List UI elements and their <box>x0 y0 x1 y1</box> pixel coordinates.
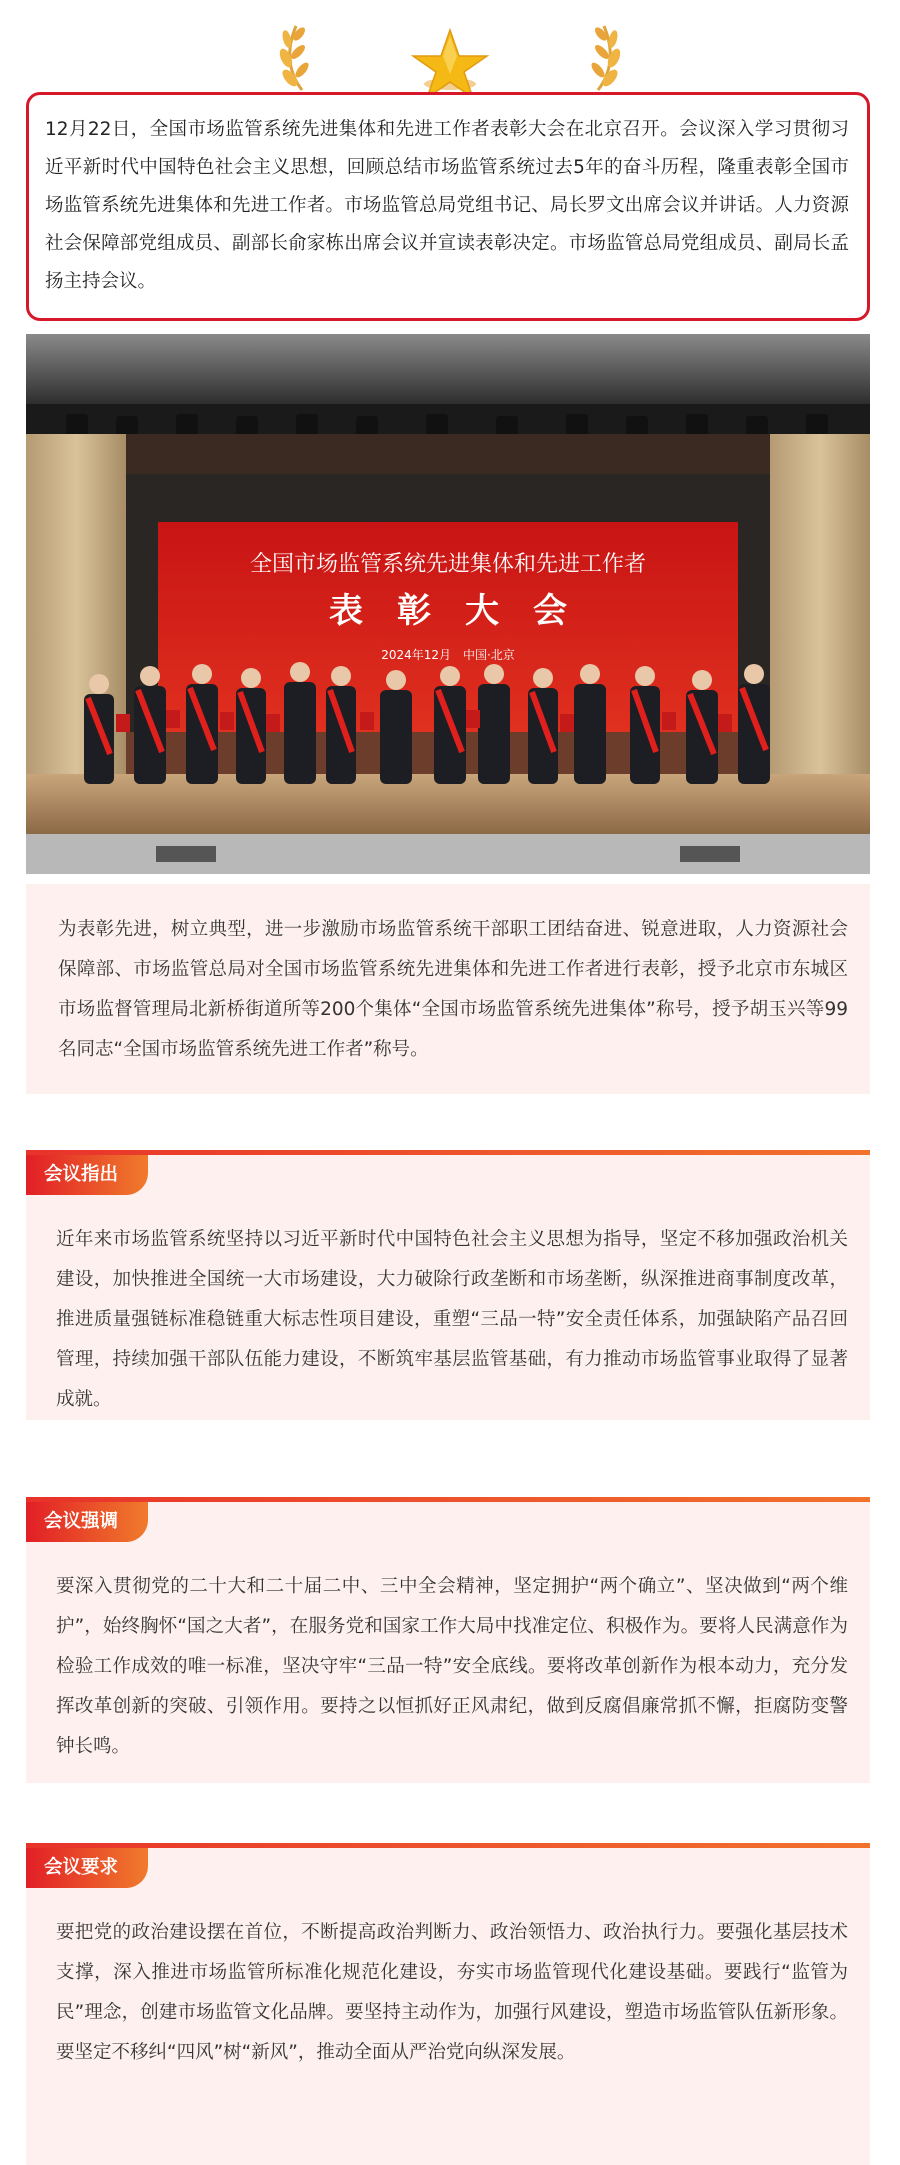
section-title-tab <box>26 1155 148 1195</box>
section-divider <box>26 1843 870 1848</box>
section-header <box>26 1497 870 1547</box>
section-divider <box>26 1497 870 1502</box>
section-body <box>26 1200 870 1420</box>
section-title-tab <box>26 1848 148 1888</box>
laurel-right-icon <box>589 25 623 90</box>
section-title: 会议要求 <box>44 1857 119 1878</box>
section-text: 要把党的政治建设摆在首位，不断提高政治判断力、政治领悟力、政治执行力。要强化基层技术支撑，深入推进市场监管所标准化规范化建设，夯实市场监管现代化建设基础。要践行“监管为民”理念，创建市场监管文化品牌。要坚持主动作为，加强行风建设，塑造市场监管队伍新形象。要坚定不移纠“四风”树“新风”，推动全面从严治党向纵深发展。 <box>56 1922 848 2063</box>
section-title-tab <box>26 1502 148 1542</box>
intro-text: 12月22日，全国市场监管系统先进集体和先进工作者表彰大会在北京召开。会议深入学习贯彻习近平新时代中国特色社会主义思想，回顾总结市场监管系统过去5年的奋斗历程，隆重表彰全国市场监管系统先进集体和先进工作者。市场监管总局党组书记、局长罗文出席会议并讲话。人力资源社会保障部党组成员、副部长俞家栋出席会议并宣读表彰决定。市场监管总局党组成员、副局长孟扬主持会议。 <box>45 119 849 292</box>
ceremony-photo <box>26 334 870 874</box>
banner-line2: 表 彰 大 会 <box>329 591 567 631</box>
section-header <box>26 1843 870 1893</box>
section-divider <box>26 1150 870 1155</box>
section-meeting-emphasized <box>26 1497 870 1783</box>
section-meeting-required <box>26 1843 870 2165</box>
ceremony-photo-illustration <box>26 334 870 874</box>
award-paragraph-text: 为表彰先进，树立典型，进一步激励市场监管系统干部职工团结奋进、锐意进取，人力资源社会保障部、市场监管总局对全国市场监管系统先进集体和先进工作者进行表彰，授予北京市东城区市场监督管理局北新桥街道所等200个集体“全国市场监管系统先进集体”称号，授予胡玉兴等99名同志“全国市场监管系统先进工作者”称号。 <box>58 919 848 1060</box>
star-icon <box>413 30 487 98</box>
section-meeting-pointed-out <box>26 1150 870 1420</box>
section-title: 会议强调 <box>44 1511 119 1532</box>
award-paragraph <box>26 884 870 1094</box>
section-text: 要深入贯彻党的二十大和二十届二中、三中全会精神，坚定拥护“两个确立”、坚决做到“两个维护”，始终胸怀“国之大者”，在服务党和国家工作大局中找准定位、积极作为。要将人民满意作为检验工作成效的唯一标准，坚决守牢“三品一特”安全底线。要将改革创新作为根本动力，充分发挥改革创新的突破、引领作用。要持之以恒抓好正风肃纪，做到反腐倡廉常抓不懈，拒腐防变警钟长鸣。 <box>56 1576 848 1757</box>
section-text: 近年来市场监管系统坚持以习近平新时代中国特色社会主义思想为指导，坚定不移加强政治机关建设，加快推进全国统一大市场建设，大力破除行政垄断和市场垄断，纵深推进商事制度改革，推进质量强链标准稳链重大标志性项目建设，重塑“三品一特”安全责任体系，加强缺陷产品召回管理，持续加强干部队伍能力建设，不断筑牢基层监管基础，有力推动市场监管事业取得了显著成就。 <box>56 1229 848 1410</box>
intro-box <box>26 92 870 321</box>
section-body <box>26 1893 870 2165</box>
section-header <box>26 1150 870 1200</box>
laurel-left-icon <box>277 25 311 90</box>
header-ornament <box>0 12 900 102</box>
section-body <box>26 1547 870 1783</box>
banner-line1: 全国市场监管系统先进集体和先进工作者 <box>249 552 647 577</box>
banner-line3: 2024年12月 中国·北京 <box>381 648 515 662</box>
section-title: 会议指出 <box>44 1164 119 1185</box>
